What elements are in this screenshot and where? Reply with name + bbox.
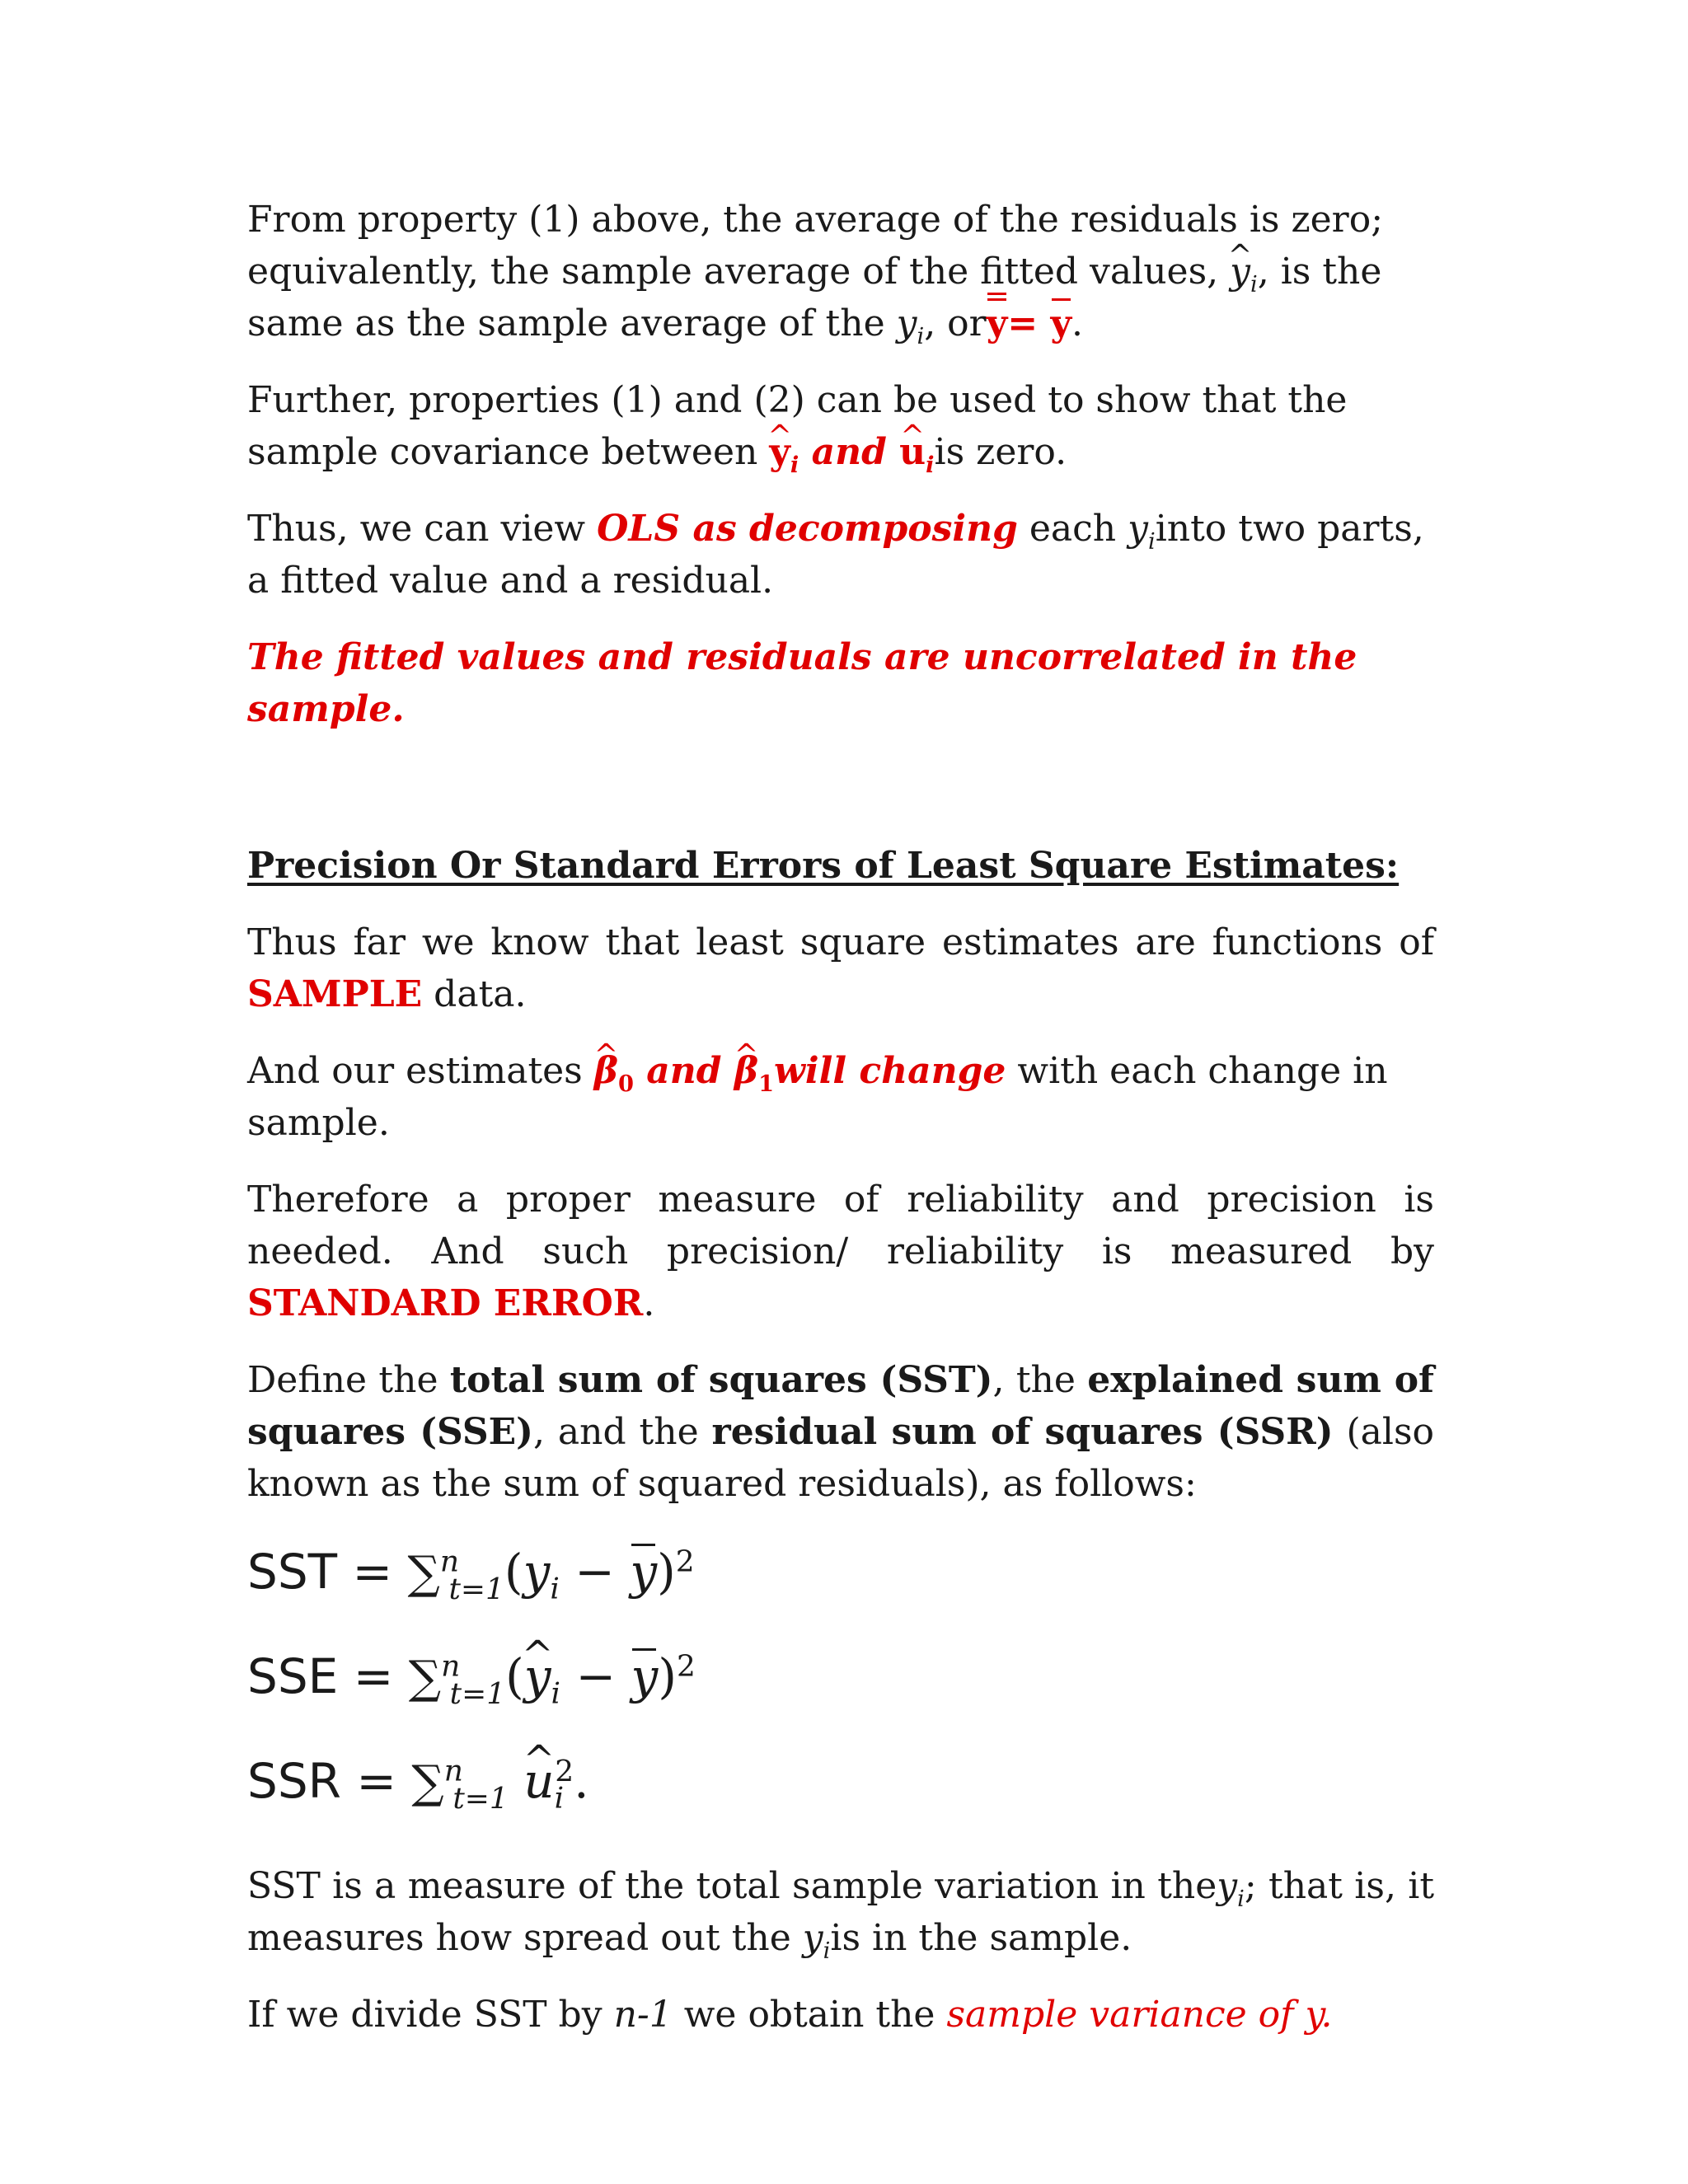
- and-text: and: [799, 431, 900, 473]
- text: .: [643, 1282, 655, 1324]
- superscript-2: 2: [675, 1544, 695, 1579]
- y-var: y: [1128, 508, 1148, 550]
- y-var: y: [523, 1544, 551, 1600]
- term-ssr: residual sum of squares (SSR): [711, 1411, 1334, 1453]
- minus: −: [560, 1648, 631, 1704]
- subscript-i: i: [1147, 528, 1156, 555]
- subscript-1: 1: [758, 1070, 775, 1097]
- paren: (: [505, 1648, 524, 1704]
- y-hat: ^ y: [524, 1647, 551, 1705]
- and-text: and: [633, 1050, 734, 1092]
- term-sse: explained sum of squares (SSE): [247, 1359, 1434, 1453]
- text: , the: [992, 1359, 1088, 1401]
- text: (also known as the sum of squared residuals), as follows:: [247, 1411, 1435, 1505]
- superscript-2: 2: [555, 1754, 574, 1788]
- formula-lhs: SST =: [247, 1544, 408, 1600]
- text: From property (1) above, the average of the residuals is zero; equivalently, the sample average of the fitted values,: [247, 199, 1384, 293]
- u-hat: ^ u: [523, 1752, 554, 1810]
- paragraph-sample-data: [247, 916, 1434, 1020]
- y-hat: ^ y: [1230, 246, 1250, 298]
- subscript-i: i: [550, 1572, 560, 1606]
- superscript-n: n: [439, 1544, 460, 1579]
- superscript-n: n: [443, 1754, 463, 1788]
- superscript-2: 2: [676, 1649, 696, 1684]
- formula-ssr: [247, 1752, 1434, 1816]
- text: is in the sample.: [830, 1917, 1132, 1959]
- sigma-symbol: ∑: [411, 1755, 444, 1808]
- text: with each change in sample.: [247, 1050, 1388, 1144]
- paragraph-sst-measure: [247, 1860, 1434, 1964]
- subscript-i: i: [551, 1676, 561, 1711]
- text: Therefore a proper measure of reliability and precision is needed. And such precision/ reliability is measured by: [247, 1179, 1434, 1272]
- term-sst: total sum of squares (SST): [449, 1359, 993, 1401]
- minus: −: [559, 1544, 631, 1600]
- emphasis-sample: SAMPLE: [247, 973, 423, 1015]
- emphasis-ols: OLS as decomposing: [597, 508, 1018, 550]
- section-heading: Precision Or Standard Errors of Least Square Estimates:: [247, 845, 1400, 887]
- formula-lhs: SSR =: [247, 1753, 412, 1809]
- subscript-i: i: [790, 451, 799, 478]
- text: is zero.: [934, 431, 1067, 473]
- y-var: y: [802, 1917, 823, 1959]
- y-bar: y: [1050, 298, 1071, 349]
- text: , and the: [533, 1411, 712, 1453]
- text: If we divide SST by: [247, 1994, 614, 2036]
- paragraph-sample-variance: [247, 1989, 1434, 2041]
- text: Thus far we know that least square estimates are functions of: [247, 921, 1434, 963]
- text: we obtain the: [672, 1994, 947, 2036]
- paren: (: [504, 1544, 523, 1600]
- text: And our estimates: [247, 1050, 594, 1092]
- superscript-n: n: [441, 1649, 461, 1684]
- beta-hat: ^ β: [594, 1045, 618, 1097]
- y-hat-bar: y: [987, 298, 1008, 349]
- emphasis-standard-error: STANDARD ERROR: [247, 1282, 644, 1324]
- emphasis-will-change: will change: [774, 1050, 1006, 1092]
- paragraph-define-sums: [247, 1354, 1434, 1510]
- text: each: [1017, 508, 1128, 550]
- paren: ): [658, 1648, 677, 1704]
- formula-sse: [247, 1647, 1434, 1711]
- text: , is the same as the sample average of the: [247, 251, 1382, 344]
- subscript-i: i: [1237, 1886, 1245, 1912]
- paragraph-ols-decomposing: [247, 503, 1434, 607]
- text: SST is a measure of the total sample variation in the: [247, 1865, 1217, 1907]
- subscript-i: i: [1250, 271, 1258, 298]
- paragraph-estimates-change: [247, 1045, 1434, 1149]
- sigma-symbol: ∑: [407, 1546, 440, 1599]
- formula-sst: [247, 1543, 1434, 1606]
- paragraph-covariance: [247, 374, 1434, 478]
- beta-hat: ^ β: [734, 1045, 758, 1097]
- equals-sign: =: [1007, 302, 1051, 344]
- text: .: [1071, 302, 1084, 344]
- u-hat: ^ u: [899, 426, 926, 478]
- subscript-i: i: [823, 1938, 831, 1964]
- paragraph-uncorrelated: The fitted values and residuals are uncorrelated in the sample.: [247, 636, 1357, 730]
- subscript-i: i: [926, 451, 935, 478]
- subscript-i: i: [917, 323, 925, 349]
- text: Further, properties (1) and (2) can be used to show that the sample covariance between: [247, 379, 1348, 473]
- text: data.: [422, 973, 527, 1015]
- text: , or: [924, 302, 987, 344]
- period: .: [574, 1753, 589, 1809]
- paren: ): [657, 1544, 676, 1600]
- text: ; that is, it measures how spread out the: [247, 1865, 1435, 1959]
- paragraph-residual-average: [247, 194, 1434, 349]
- subscript-0: 0: [617, 1070, 634, 1097]
- subscript-t: t=1: [448, 1572, 504, 1606]
- emphasis-sample-variance: sample variance of y.: [946, 1994, 1333, 2036]
- text: Define the: [247, 1359, 450, 1401]
- y-var: y: [1217, 1865, 1238, 1907]
- y-bar: y: [630, 1544, 658, 1600]
- y-hat: ^ y: [769, 426, 790, 478]
- text: Thus, we can view: [247, 508, 598, 550]
- subscript-t: t=1: [449, 1676, 506, 1711]
- y-var: y: [896, 302, 917, 344]
- text: into two parts, a fitted value and a residual.: [247, 508, 1424, 602]
- document-content: [247, 194, 1434, 2041]
- sigma-symbol: ∑: [408, 1651, 442, 1704]
- subscript-t: t=1: [452, 1781, 509, 1816]
- n-minus-1: n-1: [613, 1994, 673, 2036]
- formula-lhs: SSE =: [247, 1648, 409, 1704]
- paragraph-standard-error: [247, 1174, 1434, 1329]
- subscript-i: i: [554, 1781, 565, 1816]
- y-bar: y: [631, 1648, 659, 1704]
